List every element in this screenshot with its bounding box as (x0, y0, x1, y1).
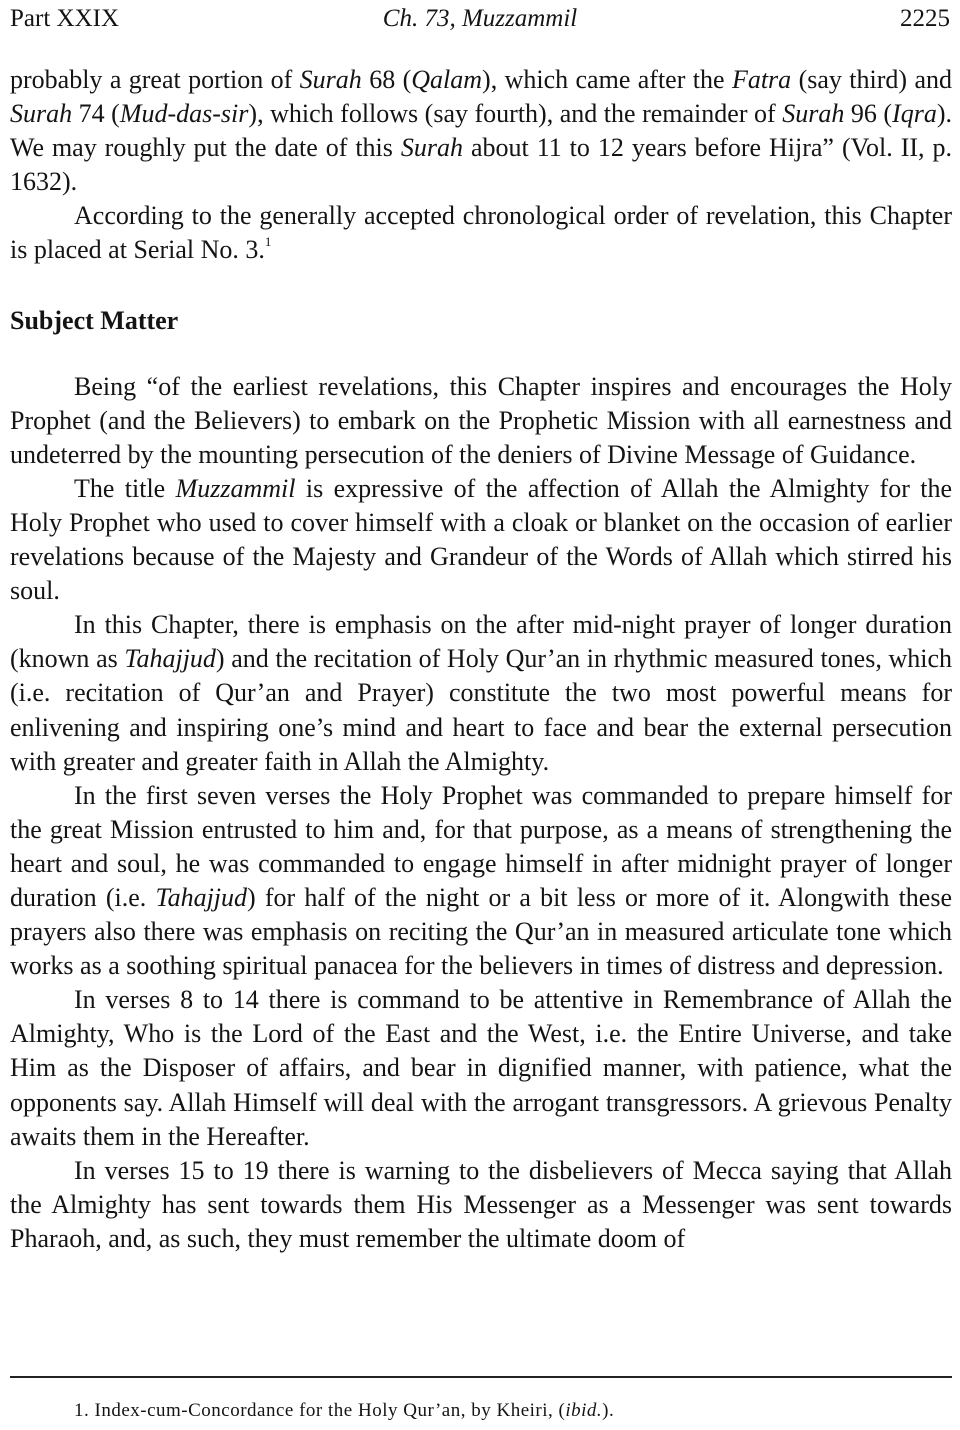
main-text (10, 63, 952, 1256)
chapter-title: Ch. 73, Muzzammil (382, 5, 578, 32)
page-number: 2225 (900, 5, 950, 32)
section-heading: Subject Matter (10, 305, 179, 335)
subject-paragraph-4: In the first seven verses the Holy Prophet was commanded to prepare himself for the great Mission entrusted to him and, for that purpose, as a means of strengthening the heart and soul, he was commanded to engage himself in after midnight prayer of longer duration (i.e. Tahajjud) for half of the night or a bit less or more of it. Alongwith these prayers also there was emphasis on reciting the Qur’an in measured articulate tone which works as a soothing spiritual panacea for the believers in times of distress and depression. (10, 780, 952, 981)
footnote-divider (10, 1376, 952, 1378)
intro-paragraph-continued: probably a great portion of Surah 68 (Qalam), which came after the Fatra (say third) and Surah 74 (Mud-das-sir), which follows (say fourth), and the remainder of Surah 96 (Iqra). We may roughly put the date of this Surah about 11 to 12 years before Hijra” (Vol. II, p. 1632). (10, 65, 952, 197)
running-header (10, 2, 950, 36)
subject-paragraph-6: In verses 15 to 19 there is warning to the disbelievers of Mecca saying that Allah the Almighty has sent towards them His Messenger as a Messenger was sent towards Pharaoh, and, as such, they must remember the ultimate doom of (10, 1155, 952, 1253)
part-label: Part XXIX (10, 5, 120, 32)
subject-paragraph-5: In verses 8 to 14 there is command to be attentive in Remembrance of Allah the Almighty, Who is the Lord of the East and the West, i.e. the Entire Universe, and take Him as the Disposer of affairs, and bear in dignified manner, with patience, what the opponents say. Allah Himself will deal with the arrogant transgressors. A grievous Penalty awaits them in the Hereafter. (10, 985, 952, 1151)
subject-paragraph-3: In this Chapter, there is emphasis on the after mid-night prayer of longer duration (known as Tahajjud) and the recitation of Holy Qur’an in rhythmic measured tones, which (i.e. recitation of Qur’an and Prayer) constitute the two most powerful means for enlivening and inspiring one’s mind and heart to face and bear the external persecution with greater and greater faith in Allah the Almighty. (10, 610, 953, 776)
footnote-reference: 1 (264, 234, 272, 250)
subject-paragraph-2: The title Muzzammil is expressive of the affection of Allah the Almighty for the Holy Prophet who used to cover himself with a cloak or blanket on the occasion of earlier revelations because of the Majesty and Grandeur of the Words of Allah which stirred his soul. (10, 473, 953, 606)
footnote: 1. Index-cum-Concordance for the Holy Qur’an, by Kheiri, (ibid.). (74, 1400, 615, 1421)
subject-paragraph-1: Being “of the earliest revelations, this Chapter inspires and encourages the Holy Prophet (and the Believers) to embark on the Prophetic Mission with all earnestness and undeterred by the mounting persecution of the deniers of Divine Message of Guidance. (10, 371, 952, 469)
chronology-paragraph: According to the generally accepted chronological order of revelation, this Chapter is placed at Serial No. 3.$^1$ (10, 201, 952, 265)
